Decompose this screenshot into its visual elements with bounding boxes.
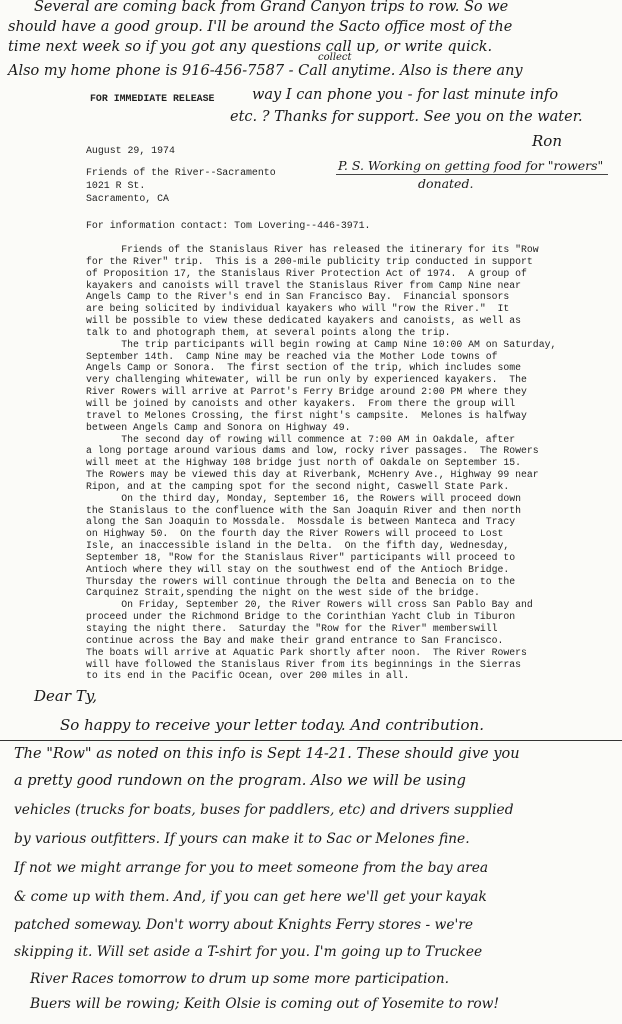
body-line: very challenging whitewater, will be run only by experienced kayakers. The [86, 374, 527, 386]
handwritten-letter-line: River Races tomorrow to drum up some more participation. [30, 971, 449, 987]
body-line: for the River" trip. This is a 200-mile publicity trip conducted in support [86, 255, 533, 267]
release-heading: FOR IMMEDIATE RELEASE [90, 93, 215, 104]
handwritten-postscript: P. S. Working on getting food for "rowers" [338, 158, 604, 173]
letter-rule [0, 740, 622, 741]
body-line: will meet at the Highway 108 bridge just north of Oakdale on September 15. [86, 457, 522, 469]
body-line: kayakers and canoists will travel the Stanislaus River from Camp Nine near [86, 279, 522, 291]
handwritten-note-top-line: should have a good group. I'll be around the Sacto office most of the [8, 19, 513, 35]
body-line: Isle, an inaccessible island in the Delta. On the fifth day, Wednesday, [86, 540, 510, 552]
handwritten-letter-line: So happy to receive your letter today. And contribution. [60, 716, 484, 734]
body-line: will be possible to view these dedicated kayakers and canoists, as well as [86, 315, 522, 327]
handwritten-note-top-line: etc. ? Thanks for support. See you on the water. [230, 109, 583, 125]
handwritten-note-top-line: Several are coming back from Grand Canyon trips to row. So we [34, 0, 509, 15]
body-line: Angels Camp or Sonora. The first section of the trip, which includes some [86, 362, 522, 374]
handwritten-letter-line: vehicles (trucks for boats, buses for paddlers, etc) and drivers supplied [14, 802, 514, 818]
org-street: 1021 R St. [86, 180, 146, 191]
body-line: Thursday the rowers will continue through the Delta and Benecia on to the [86, 575, 516, 587]
body-line: are being solicited by individual kayakers who will "row the River." It [86, 303, 510, 315]
body-line: September 18, "Row for the Stanislaus River" participants will proceed to [86, 551, 516, 563]
handwritten-letter-line: skipping it. Will set aside a T-shirt for you. I'm going up to Truckee [14, 944, 483, 960]
handwritten-salutation: Dear Ty, [34, 687, 98, 705]
body-line: talk to and photograph them, at several points along the trip. [86, 326, 451, 338]
body-line: travel to Melones Crossing, the first night's campsite. Melones is halfway [86, 409, 527, 421]
body-line: Angels Camp to the River's end in San Francisco Bay. Financial sponsors [86, 291, 510, 303]
body-line: On Friday, September 20, the River Rowers will cross San Pablo Bay and [86, 599, 533, 611]
postscript-underline [336, 174, 608, 175]
handwritten-postscript: donated. [418, 176, 474, 191]
body-line: staying the night there. Saturday the "Row for the River" memberswill [86, 623, 498, 634]
body-line: will be joined by canoists and other kayakers. From there the group will [86, 397, 516, 409]
release-body [86, 244, 620, 682]
body-line: The Rowers may be viewed this day at Riverbank, McHenry Ave., Highway 99 near [86, 469, 539, 481]
handwritten-letter-line: Buers will be rowing; Keith Olsie is coming out of Yosemite to row! [30, 996, 500, 1012]
handwritten-letter-line: a pretty good rundown on the program. Also we will be using [14, 773, 466, 789]
body-line: On the third day, Monday, September 16, the Rowers will proceed down [86, 492, 522, 504]
body-line: The boats will arrive at Aquatic Park shortly after noon. The River Rowers [86, 646, 527, 658]
body-line: Antioch where they will stay on the southwest end of the Antioch Bridge. [86, 563, 510, 575]
body-line: the Stanislaus to the confluence with the San Joaquin River and then north [86, 504, 522, 516]
body-line: on Highway 50. On the fourth day the River Rowers will proceed to Lost [86, 528, 504, 540]
org-name: Friends of the River--Sacramento [86, 167, 276, 178]
body-line: along the San Joaquin to Mossdale. Mossdale is between Manteca and Tracy [86, 516, 516, 528]
body-line: proceed under the Richmond Bridge to the Corinthian Yacht Club in Tiburon [86, 611, 516, 623]
handwritten-note-top-line: time next week so if you got any questions call up, or write quick. [8, 39, 493, 55]
body-line: The second day of rowing will commence at 7:00 AM in Oakdale, after [86, 433, 516, 445]
contact-line: For information contact: Tom Lovering--446-3971. [86, 220, 371, 231]
body-line: continue across the Bay and make their grand entrance to San Francisco. [86, 634, 504, 646]
body-line: River Rowers will arrive at Parrot's Ferry Bridge around 2:00 PM where they [86, 386, 527, 398]
body-line: of Proposition 17, the Stanislaus River Protection Act of 1974. A group of [86, 267, 527, 279]
body-line: Carquinez Strait,spending the night on the west side of the bridge. [86, 587, 480, 599]
handwritten-letter-line: & come up with them. And, if you can get here we'll get your kayak [14, 889, 487, 905]
handwritten-letter-line: The "Row" as noted on this info is Sept 14-21. These should give you [14, 746, 520, 762]
body-line: between Angels Camp and Sonora on Highway 49. [86, 421, 351, 433]
body-line: a long portage around various dams and low, rocky river passages. The Rowers [86, 445, 539, 457]
body-line: to its end in the Pacific Ocean, over 200 miles in all. [86, 670, 410, 682]
org-city: Sacramento, CA [86, 193, 169, 204]
handwritten-letter-line: If not we might arrange for you to meet someone from the bay area [14, 860, 489, 876]
handwritten-letter-line: by various outfitters. If yours can make it to Sac or Melones fine. [14, 831, 470, 847]
handwritten-collect-insert: collect [318, 52, 352, 63]
body-line: Friends of the Stanislaus River has released the itinerary for its "Row [86, 244, 539, 255]
handwritten-signature-name: Ron [532, 132, 562, 150]
handwritten-letter-line: patched someway. Don't worry about Knights Ferry stores - we're [14, 917, 474, 933]
release-date: August 29, 1974 [86, 145, 175, 156]
body-line: September 14th. Camp Nine may be reached via the Mother Lode towns of [86, 350, 498, 362]
body-line: The trip participants will begin rowing at Camp Nine 10:00 AM on Saturday, [86, 338, 557, 350]
handwritten-note-top-line: Also my home phone is 916-456-7587 - Call anytime. Also is there any [8, 63, 523, 79]
body-line: will have followed the Stanislaus River from its beginnings in the Sierras [86, 658, 522, 670]
handwritten-note-top-line: way I can phone you - for last minute info [252, 87, 559, 103]
body-line: Ripon, and at the camping spot for the second night, Caswell State Park. [86, 480, 510, 492]
